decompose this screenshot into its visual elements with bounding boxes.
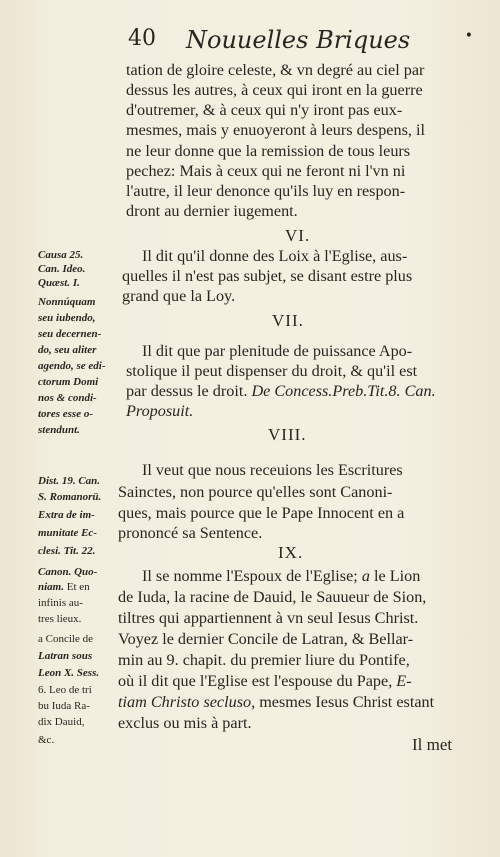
body-line: grand que la Loy. — [122, 287, 236, 305]
body-line: min au 9. chapit. du premier liure du Pontife, — [118, 651, 410, 669]
body-line: ne leur donne que la remission de tous leurs — [126, 142, 411, 160]
margin-note-line — [38, 580, 90, 594]
margin-note-line: a Concile de — [38, 633, 93, 645]
note-mark: a — [361, 567, 370, 585]
section-heading-9: IX. — [278, 543, 304, 562]
body-line: Il dit qu'il donne des Loix à l'Eglise, aus- — [142, 247, 408, 265]
margin-note-line: seu decernen- — [38, 328, 102, 340]
body-text: où il dit que l'Eglise est l'espouse du Pape, — [118, 672, 393, 690]
margin-note-line: 6. Leo de tri — [38, 684, 92, 696]
running-title: Nouuelles Briques — [186, 26, 411, 54]
body-line: ques, mais pource que le Pape Innocent en a — [118, 504, 405, 522]
body-line: tation de gloire celeste, & vn degré au ciel par — [126, 61, 425, 79]
body-line-with-reference — [126, 381, 436, 401]
margin-note-line: seu iubendo, — [38, 312, 96, 324]
margin-note-line: agendo, se edi- — [38, 360, 106, 372]
body-line: de Iuda, la racine de Dauid, le Sauueur de Sion, — [118, 588, 427, 606]
margin-note-line: Latran sous — [38, 650, 93, 662]
body-line: Sainctes, non pource qu'elles sont Canoni- — [118, 483, 393, 501]
catchword: Il met — [412, 735, 453, 754]
section-heading-8: VIII. — [268, 425, 307, 444]
body-line: Voyez le dernier Concile de Latran, & Bellar- — [118, 630, 414, 648]
margin-note-line: stendunt. — [38, 424, 80, 436]
margin-note-line: Nonnúquam — [38, 296, 96, 308]
latin-quote: E- — [396, 672, 412, 690]
margin-note-line: Extra de im- — [38, 509, 95, 521]
margin-note-line: infinis au- — [38, 597, 83, 609]
body-line: Il dit que par plenitude de puissance Apo- — [142, 342, 413, 360]
body-line: l'autre, il leur denonce qu'ils luy en respon- — [126, 182, 406, 200]
body-text: Il se nomme l'Espoux de l'Eglise; — [142, 567, 358, 585]
margin-note-line: Canon. Quo- — [38, 566, 98, 578]
margin-note-line: &c. — [38, 734, 55, 746]
section-heading-6: VI. — [285, 226, 311, 245]
margin-note-line: do, seu aliter — [38, 344, 97, 356]
body-line: dessus les autres, à ceux qui iront en la guerre — [126, 81, 423, 99]
body-text: le Lion — [373, 567, 421, 585]
body-line-with-note-mark — [142, 566, 420, 586]
body-line — [118, 692, 434, 712]
body-line: Il veut que nous receuions les Escritures — [142, 461, 403, 479]
body-line: quelles il n'est pas subjet, se disant estre plus — [122, 267, 413, 285]
margin-note-line: Causa 25. — [38, 249, 84, 261]
body-text: mesmes Iesus Christ estant — [259, 693, 435, 711]
body-line: stolique il peut dispenser du droit, & qu'il est — [126, 362, 418, 380]
margin-note-line: Leon X. Sess. — [38, 667, 100, 679]
margin-note-line: dix Dauid, — [38, 716, 85, 728]
body-line — [118, 671, 412, 691]
page-number: 40 — [128, 26, 156, 51]
margin-note-text: niam. — [38, 581, 64, 593]
margin-note-text: Et en — [66, 581, 90, 593]
body-text: par dessus le droit. — [126, 382, 248, 400]
margin-note-line: clesi. Tit. 22. — [38, 545, 96, 557]
running-header — [128, 26, 473, 56]
body-line: pechez: Mais à ceux qui ne feront ni l'vn ni — [126, 162, 406, 180]
margin-note-line: tres lieux. — [38, 613, 82, 625]
body-line: prononcé sa Sentence. — [118, 524, 263, 542]
body-line: dront au dernier iugement. — [126, 202, 298, 220]
latin-quote: tiam Christo secluso, — [118, 693, 256, 711]
canon-reference: De Concess.Preb.Tit.8. Can. — [251, 382, 436, 400]
body-line: d'outremer, & à ceux qui n'y iront pas eux- — [126, 101, 403, 119]
margin-note-line: Quæst. I. — [38, 277, 80, 289]
body-line: exclus ou mis à part. — [118, 714, 252, 732]
margin-note-line: bu Iuda Ra- — [38, 700, 90, 712]
margin-note-line: munitate Ec- — [38, 527, 97, 539]
margin-note-line: tores esse o- — [38, 408, 93, 420]
body-line: mesmes, mais y enuoyeront à leurs despens, il — [126, 121, 425, 139]
body-line: tiltres qui appartiennent à vn seul Iesus Christ. — [118, 609, 419, 627]
margin-note-line: ctorum Domi — [38, 376, 99, 388]
margin-note-line: S. Romanorü. — [38, 491, 102, 503]
section-heading-7: VII. — [272, 311, 304, 330]
margin-note-line: nos & condi- — [38, 392, 97, 404]
canon-reference: Proposuit. — [126, 402, 194, 420]
margin-note-line: Dist. 19. Can. — [38, 475, 101, 487]
margin-note-line: Can. Ideo. — [38, 263, 86, 275]
ornament-mark: • — [464, 28, 473, 44]
